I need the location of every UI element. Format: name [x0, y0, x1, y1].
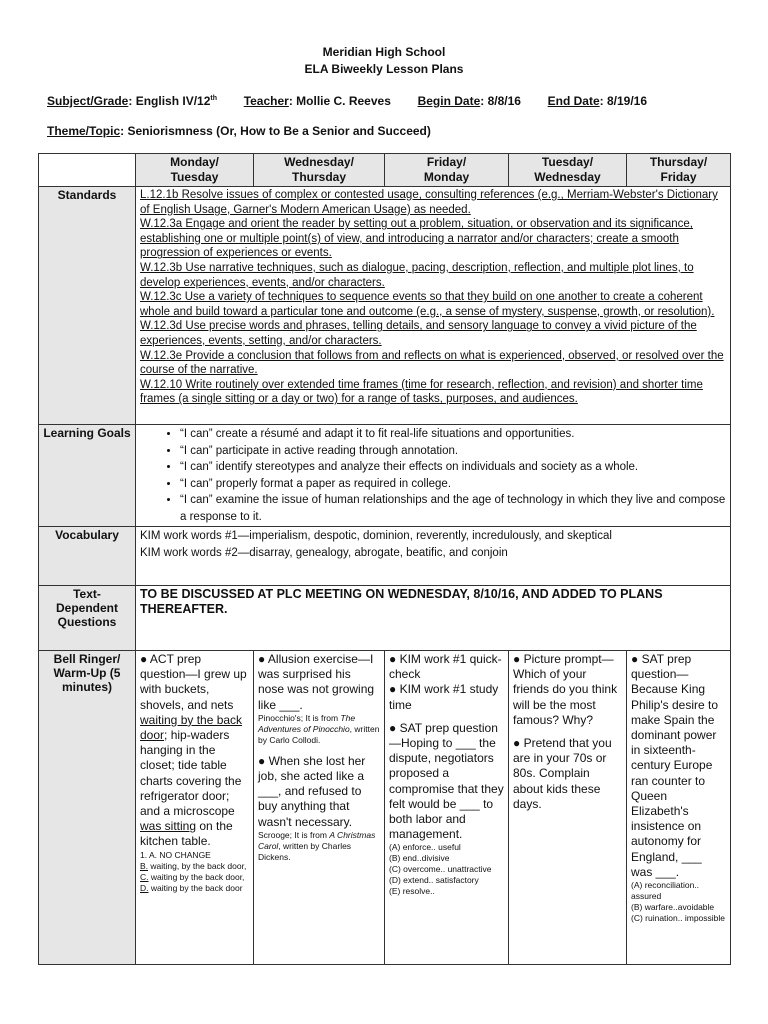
- vocabulary-row: [39, 527, 731, 586]
- subject-value: : English IV/12: [128, 94, 211, 108]
- meta-line: [47, 94, 647, 108]
- goal-item: • “I can” identify stereotypes and analyze their effects on individuals and society as a whole.: [180, 459, 726, 476]
- day-header-4: Tuesday/ Wednesday: [509, 154, 627, 187]
- teacher-value: : Mollie C. Reeves: [288, 94, 391, 108]
- day-header-3: Friday/ Monday: [385, 154, 509, 187]
- standard-item: L.12.1b Resolve issues of complex or contested usage, consulting references (e.g., Merriam-Webster's Dictionary of English Usage, Garner's Modern American Usage) as needed.: [140, 189, 718, 216]
- learning-goals-label: Learning Goals: [39, 425, 136, 527]
- standards-cell: [136, 187, 731, 425]
- vocabulary-cell: [136, 527, 731, 586]
- standard-item: W.12.3a Engage and orient the reader by setting out a problem, situation, or observation and its significance, establishing one or multiple point(s) of view, and introducing a narrator and/or characters; create a smooth progression of experiences or events.: [140, 218, 693, 260]
- theme-line: [47, 124, 431, 138]
- bellringer-col-1: ● ACT prep question—I grew up with buckets, shovels, and nets waiting by the back door; hip-waders hanging in the closet; tide table charts covering the refrigerator door; and a microscope was sitting on the kitchen table. 1. A. NO CHANGE B. waiting, by the back door, C. waiting by the back door, D. waiting by the back door: [136, 651, 254, 965]
- tdq-row: [39, 586, 731, 651]
- school-name: Meridian High School: [322, 45, 446, 59]
- standard-item: W.12.3d Use precise words and phrases, telling details, and sensory language to convey a vivid picture of the experiences, events, setting, and/or characters.: [140, 320, 697, 347]
- theme-label: Theme/Topic: [47, 124, 121, 138]
- standard-item: W.12.10 Write routinely over extended time frames (time for research, reflection, and revision) and shorter time frames (a single sitting or a day or two) for a range of tasks, purposes, and audiences.: [140, 378, 703, 406]
- goal-item: • “I can” create a résumé and adapt it to fit real-life situations and opportunities.: [180, 426, 726, 443]
- vocab-line: KIM work words #1—imperialism, despotic, dominion, reverently, incredulously, and skeptical: [140, 530, 612, 542]
- goal-item: • “I can” participate in active reading through annotation.: [180, 443, 726, 460]
- subject-label: Subject/Grade: [47, 94, 129, 108]
- vocab-line: KIM work words #2—disarray, genealogy, abrogate, beatific, and conjoin: [140, 547, 508, 559]
- lesson-plan-table: [38, 153, 731, 965]
- bellringer-row: [39, 651, 731, 965]
- teacher-label: Teacher: [243, 94, 289, 108]
- day-header-1: Monday/ Tuesday: [136, 154, 254, 187]
- learning-goals-cell: [136, 425, 731, 527]
- begin-date-value: : 8/8/16: [480, 94, 521, 108]
- standard-item: W.12.3e Provide a conclusion that follows from and reflects on what is experienced, observed, or resolved over the course of the narrative.: [140, 349, 724, 377]
- bellringer-col-2: ● Allusion exercise—I was surprised his nose was not growing like ___. Pinocchio's; It is from The Adventures of Pinocchio, written by Carlo Collodi. ● When she lost her job, she acted like a ___, and refused to buy anything that wasn't necessary. Scrooge; It is from A Christmas Carol, written by Charles Dickens.: [254, 651, 385, 965]
- day-header-2: Wednesday/ Thursday: [254, 154, 385, 187]
- standards-row: [39, 187, 731, 425]
- day-header-row: [39, 154, 731, 187]
- bellringer-label: Bell Ringer/ Warm-Up (5 minutes): [39, 651, 136, 965]
- plan-title: ELA Biweekly Lesson Plans: [304, 62, 464, 76]
- goal-item: • “I can” examine the issue of human relationships and the age of technology in which they live and compose a response to it.: [180, 492, 726, 525]
- standards-label: Standards: [39, 187, 136, 425]
- goal-item: • “I can” properly format a paper as required in college.: [180, 476, 726, 493]
- subject-sup: th: [210, 95, 217, 102]
- day-header-5: Thursday/ Friday: [627, 154, 731, 187]
- learning-goals-row: [39, 425, 731, 527]
- vocabulary-label: Vocabulary: [39, 527, 136, 586]
- theme-value: : Seniorismness (Or, How to Be a Senior and Succeed): [120, 124, 431, 138]
- end-date-value: : 8/19/16: [599, 94, 648, 108]
- end-date-label: End Date: [547, 94, 600, 108]
- tdq-cell: TO BE DISCUSSED AT PLC MEETING ON WEDNESDAY, 8/10/16, AND ADDED TO PLANS THEREAFTER.: [136, 586, 731, 651]
- begin-date-label: Begin Date: [417, 94, 481, 108]
- bellringer-col-3: ● KIM work #1 quick-check ● KIM work #1 study time ● SAT prep question—Hoping to ___ the dispute, negotiators proposed a compromise that they felt would be ___ to both labor and management. (A) enforce.. useful (B) end..divisive (C) overcome.. unattractive (D) extend.. satisfactory (E) resolve..: [385, 651, 509, 965]
- bellringer-col-5: ● SAT prep question—Because King Philip's desire to make Spain the dominant power in sixteenth-century Europe ran counter to Queen Elizabeth's insistence on autonomy for England, ___ was ___. (A) reconciliation.. assured (B) warfare..avoidable (C) ruination.. impossible: [627, 651, 731, 965]
- tdq-label: Text-Dependent Questions: [39, 586, 136, 651]
- standard-item: W.12.3c Use a variety of techniques to sequence events so that they build on one another to create a coherent whole and build toward a particular tone and outcome (e.g., a sense of mystery, suspense, growth, or resolution).: [140, 291, 715, 318]
- standard-item: W.12.3b Use narrative techniques, such as dialogue, pacing, description, reflection, and multiple plot lines, to develop experiences, events, and/or characters.: [140, 261, 694, 289]
- corner-cell: [39, 154, 136, 187]
- bellringer-col-4: ● Picture prompt—Which of your friends do you think will be the most famous? Why? ● Pretend that you are in your 70s or 80s. Complain about kids these days.: [509, 651, 627, 965]
